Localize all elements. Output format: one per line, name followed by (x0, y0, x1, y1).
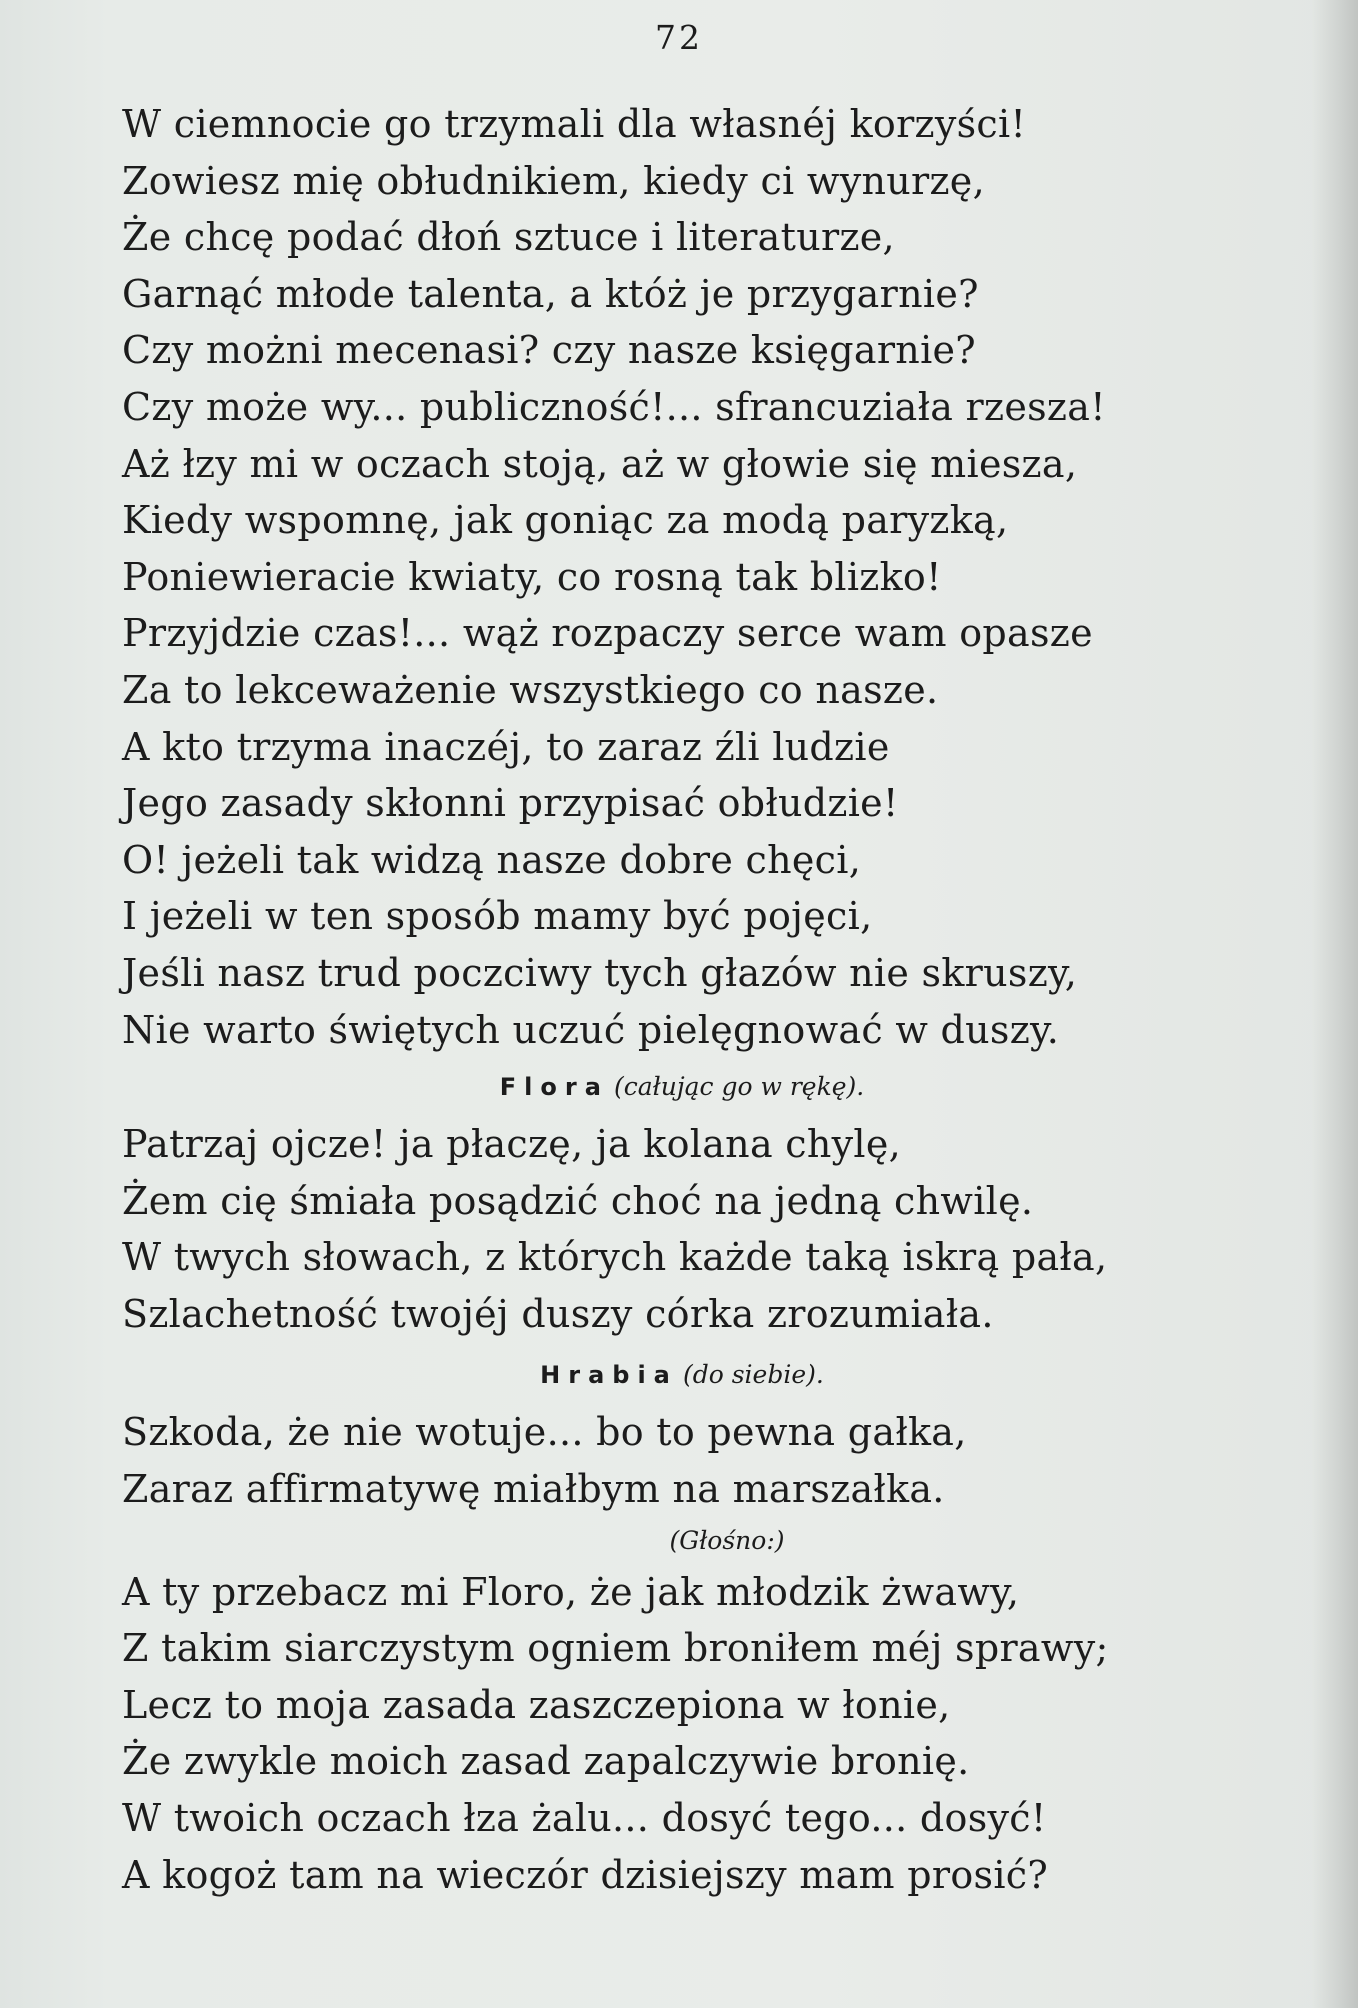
verse-line: Lecz to moja zasada zaszczepiona w łonie, (122, 1682, 951, 1727)
verse-line: A kto trzyma inaczéj, to zaraz źli ludzie (122, 724, 890, 769)
verse-line: Przyjdzie czas!... wąż rozpaczy serce wam opasze (122, 611, 1093, 656)
stage-direction: (całując go w rękę). (614, 1072, 865, 1102)
speaker-heading-flora (122, 1058, 1342, 1116)
verse-line: W ciemnocie go trzymali dla własnéj korzyści! (122, 102, 1027, 146)
verse-line: W twoich oczach łza żalu... dosyć tego... dosyć! (122, 1796, 1047, 1841)
stage-direction-aloud: (Głośno:) (669, 1525, 785, 1555)
verse-line: Kiedy wspomnę, jak goniąc za modą paryzką, (122, 498, 1009, 543)
speaker-name: Hrabia (540, 1361, 678, 1390)
verse-text (122, 96, 1342, 1903)
verse-line: Że zwykle moich zasad zapalczywie bronię. (122, 1739, 970, 1784)
verse-block-4 (122, 1564, 1342, 1904)
verse-line: Że chcę podać dłoń sztuce i literaturze, (122, 215, 895, 260)
speaker-name: Flora (499, 1073, 609, 1102)
verse-line: Garnąć młode talenta, a któż je przygarnie? (122, 271, 979, 316)
verse-line: Czy możni mecenasi? czy nasze księgarnie? (122, 328, 976, 373)
verse-line: Z takim siarczystym ogniem broniłem méj sprawy; (122, 1626, 1109, 1671)
verse-block-1 (122, 96, 1342, 1058)
verse-line: Zaraz affirmatywę miałbym na marszałka. (122, 1467, 945, 1512)
verse-line: Jego zasady skłonni przypisać obłudzie! (122, 781, 899, 826)
verse-line: O! jeżeli tak widzą nasze dobre chęci, (122, 837, 862, 882)
verse-block-2 (122, 1116, 1342, 1342)
verse-line: Poniewieracie kwiaty, co rosną tak blizko! (122, 554, 942, 599)
speaker-heading-hrabia (122, 1346, 1342, 1404)
stage-direction: (do siebie). (682, 1360, 824, 1390)
verse-line: Aż łzy mi w oczach stoją, aż w głowie się miesza, (122, 441, 1078, 486)
verse-line: Czy może wy... publiczność!... sfrancuziała rzesza! (122, 384, 1106, 429)
verse-line: Szlachetność twojéj duszy córka zrozumiała. (122, 1291, 994, 1336)
verse-line: Patrzaj ojcze! ja płaczę, ja kolana chylę, (122, 1122, 902, 1167)
verse-line: Żem cię śmiała posądzić choć na jedną chwilę. (122, 1178, 1034, 1223)
verse-line: A kogoż tam na wieczór dzisiejszy mam prosić? (122, 1852, 1049, 1897)
verse-line: Za to lekceważenie wszystkiego co nasze. (122, 667, 939, 712)
verse-line: Zowiesz mię obłudnikiem, kiedy ci wynurzę, (122, 158, 985, 203)
verse-line: I jeżeli w ten sposób mamy być pojęci, (122, 894, 873, 939)
verse-line: Jeśli nasz trud poczciwy tych głazów nie skruszy, (122, 950, 1078, 995)
verse-line: W twych słowach, z których każde taką iskrą pała, (122, 1235, 1108, 1280)
verse-line: Szkoda, że nie wotuje... bo to pewna gałka, (122, 1410, 967, 1455)
verse-line: A ty przebacz mi Floro, że jak młodzik żwawy, (122, 1569, 1020, 1614)
page-number: 72 (655, 18, 703, 57)
verse-block-3 (122, 1404, 1342, 1517)
verse-line: Nie warto świętych uczuć pielęgnować w duszy. (122, 1007, 1060, 1052)
